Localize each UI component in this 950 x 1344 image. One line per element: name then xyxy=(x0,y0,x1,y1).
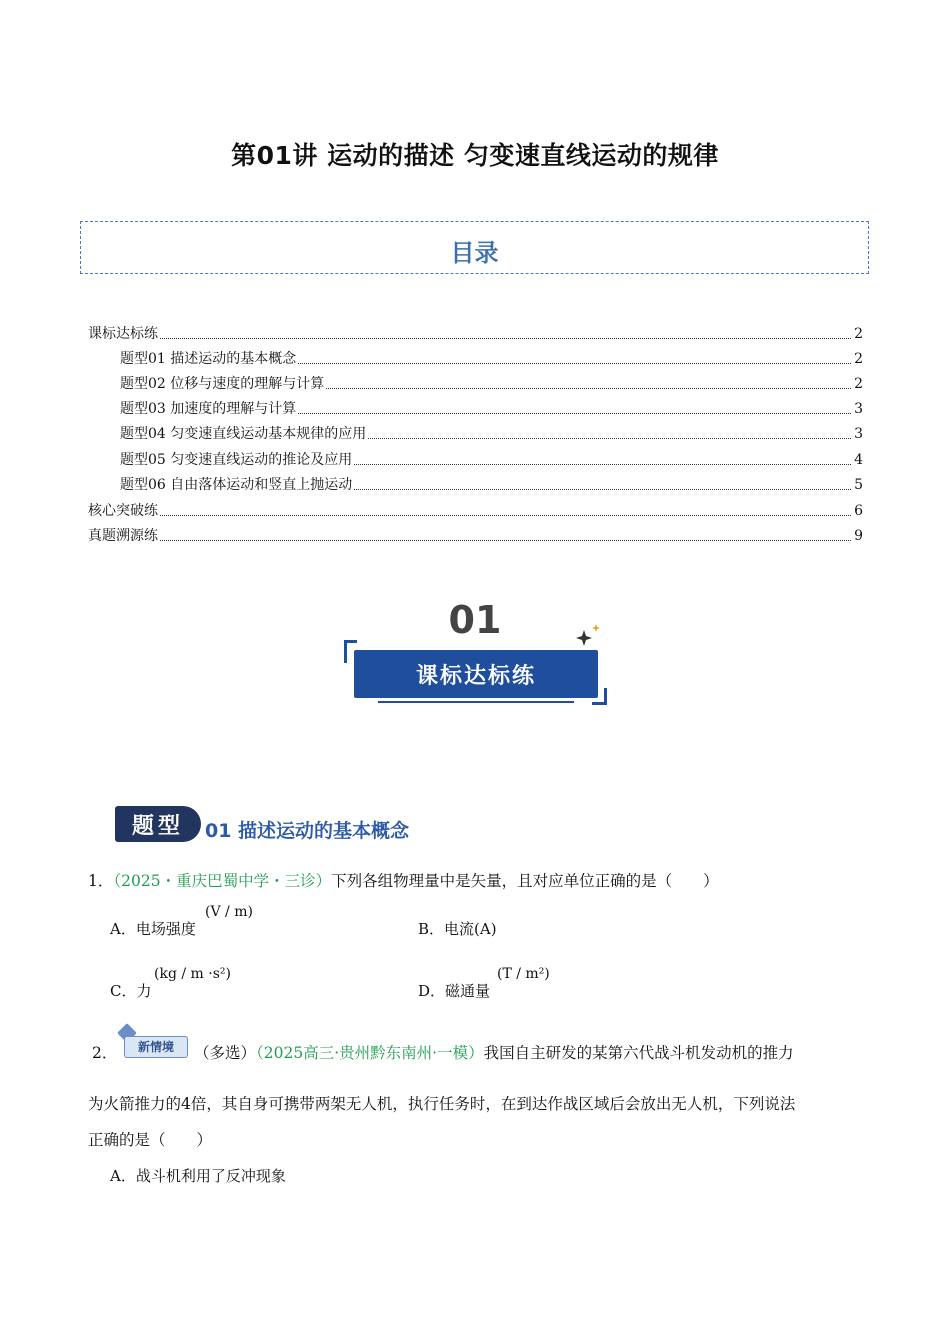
toc-entry-label: 题型05 匀变速直线运动的推论及应用 xyxy=(120,452,353,468)
question-stem: 我国自主研发的某第六代战斗机发动机的推力 xyxy=(483,1044,794,1062)
toc-entry-page: 9 xyxy=(854,528,863,544)
toc-dot-leader xyxy=(368,437,851,439)
toc-entry[interactable] xyxy=(88,525,863,545)
toc-entry[interactable] xyxy=(120,398,863,418)
document-title: 第01讲 运动的描述 匀变速直线运动的规律 xyxy=(231,141,719,170)
new-context-badge: 新情境 xyxy=(120,1026,188,1058)
toc-dot-leader xyxy=(298,412,851,414)
toc-entry-label: 题型02 位移与速度的理解与计算 xyxy=(120,376,325,392)
toc-entry-page: 2 xyxy=(854,376,863,392)
toc-entry-label: 核心突破练 xyxy=(88,503,158,519)
option-a-unit: (V / m) xyxy=(205,904,253,920)
option-d[interactable]: D．磁通量 xyxy=(418,982,491,1000)
toc-dot-leader xyxy=(326,387,851,389)
type-tag: 题型 xyxy=(115,806,201,842)
toc-dot-leader xyxy=(160,539,851,541)
toc-entry-page: 3 xyxy=(854,426,863,442)
toc-entry-page: 5 xyxy=(854,477,863,493)
type-title: 01 描述运动的基本概念 xyxy=(205,820,410,842)
toc-dot-leader xyxy=(354,488,851,490)
toc-entry-page: 2 xyxy=(854,326,863,342)
toc-entry-label: 题型03 加速度的理解与计算 xyxy=(120,401,297,417)
toc-entry-label: 真题溯源练 xyxy=(88,528,158,544)
toc-entry-label: 题型01 描述运动的基本概念 xyxy=(120,351,297,367)
banner-bracket-right xyxy=(592,688,607,705)
toc-heading: 目录 xyxy=(450,239,499,267)
toc-entry[interactable] xyxy=(120,373,863,393)
toc-entry[interactable] xyxy=(88,323,863,343)
question-source: （2025・重庆巴蜀中学・三诊） xyxy=(113,872,332,890)
question-2-number: 2． xyxy=(92,1044,118,1062)
toc-dot-leader xyxy=(160,514,851,516)
toc-entry[interactable] xyxy=(120,423,863,443)
question-1 xyxy=(88,870,719,892)
question-stem: 下列各组物理量中是矢量，且对应单位正确的是（ ） xyxy=(331,872,719,890)
toc-dot-leader xyxy=(354,463,851,465)
option-b[interactable]: B．电流(A) xyxy=(418,920,497,938)
option-a[interactable]: A．电场强度 xyxy=(110,920,196,938)
banner-underline xyxy=(378,701,574,703)
toc-dot-leader xyxy=(298,362,851,364)
toc-entry-label: 课标达标练 xyxy=(88,326,158,342)
question-number: 1． xyxy=(88,872,114,890)
question-2-option-a[interactable]: A．战斗机利用了反冲现象 xyxy=(110,1167,286,1185)
section-number: 01 xyxy=(448,598,502,642)
question-2-line3: 正确的是（ ） xyxy=(88,1131,213,1149)
multi-select-note: （多选） xyxy=(194,1044,257,1062)
toc-entry[interactable] xyxy=(120,348,863,368)
section-name: 课标达标练 xyxy=(415,663,536,689)
toc-dot-leader xyxy=(160,337,851,339)
question-2-line2: 为火箭推力的4倍，其自身可携带两架无人机，执行任务时，在到达作战区域后会放出无人机，下列说法 xyxy=(88,1095,796,1113)
option-c-unit: (kg / m ·s²) xyxy=(154,966,231,982)
toc-entry[interactable] xyxy=(120,449,863,469)
toc-entry[interactable] xyxy=(120,474,863,494)
toc-entry-label: 题型06 自由落体运动和竖直上抛运动 xyxy=(120,477,353,493)
toc-entry-page: 4 xyxy=(854,452,863,468)
toc-entry-page: 6 xyxy=(854,503,863,519)
toc-entry-page: 3 xyxy=(854,401,863,417)
toc-entry-label: 题型04 匀变速直线运动基本规律的应用 xyxy=(120,426,367,442)
section-banner xyxy=(354,650,598,698)
question-source: （2025高三·贵州黔东南州·一模） xyxy=(256,1044,484,1062)
toc-entry-page: 2 xyxy=(854,351,863,367)
sparkle-icon xyxy=(576,624,602,646)
option-d-unit: (T / m²) xyxy=(497,966,550,982)
option-c[interactable]: C．力 xyxy=(110,982,152,1000)
toc-entry[interactable] xyxy=(88,500,863,520)
question-2-line1 xyxy=(194,1042,794,1064)
